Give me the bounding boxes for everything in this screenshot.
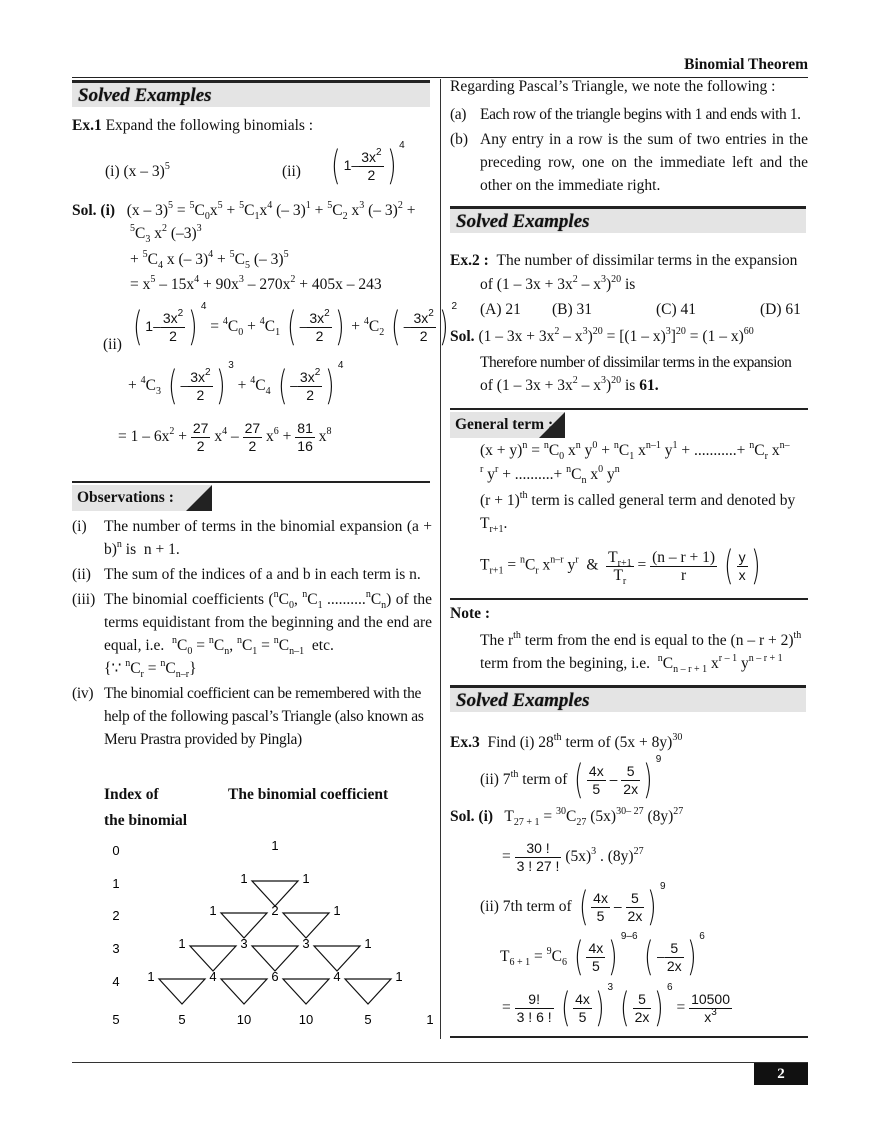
solved-examples-heading-1: Solved Examples (72, 80, 430, 107)
pascal-triangle-mark (283, 913, 329, 938)
ex3-part-ii: (ii) 7th term of ( $\frac{4x}{5}$ – $\frac{5}{2x}$ ) $^9$ (480, 754, 662, 804)
sol3-line-2: = $\frac{30 !}{3 ! 27 !}$ $(5x)^3$ . $(8y)^{27}$ (502, 840, 644, 874)
column-divider (440, 79, 441, 1039)
ex1-question: Ex.1 Expand the following binomials : (72, 117, 314, 134)
index-value: 2 (112, 908, 120, 923)
pascal-entry: 1 (302, 871, 310, 886)
index-value: 0 (112, 843, 120, 858)
ex1-part-ii: (ii) (282, 163, 301, 180)
pascal-triangle-mark (283, 979, 329, 1004)
index-value: 1 (112, 876, 120, 891)
observation-item: (iv) The binomial coefficient can be remembered with the help of the following pascal’s Triangle (also known as Meru Prastra provided by Pingla) (72, 685, 424, 748)
sol1-ii-line-3: = $1 - 6x^2$ + $\frac{27}{2}$ $x^4$ – $\frac{27}{2}$ $x^6$ + $\frac{81}{16}$ $x^8$ (118, 420, 332, 454)
sol3-line-1: Sol. (i) $T_{27 + 1} = ^{30}C_{27}$ $(5x)^{30- 27}$ $(8y)^{27}$ (450, 806, 684, 828)
ex2-expression: of $(1 - 3x + 3x^2 - x^3)^{20}$ is (480, 274, 636, 293)
pascal-entry: 6 (271, 969, 279, 984)
sol1-ii-line-1: (ii) ( 1– $\frac{3x^2}{2}$ ) $^4 = ^4C_0 + ^4C_1$ ( – $\frac{3x^2}{2}$ ) + $^4C_2$ ( – $\frac{3x^2}{2}$ ) $^2$ (103, 301, 457, 353)
pascal-entry: 1 (395, 969, 403, 984)
pascal-triangle-mark (252, 946, 298, 971)
observation-item: (i) The number of terms in the binomial expansion $(a + b)^n$ is n + 1. (72, 518, 432, 558)
pascal-entry: 2 (271, 903, 279, 918)
pascal-entry: 1 (178, 936, 186, 951)
sol3-ii-line-1: (ii) 7th term of ( $\frac{4x}{5}$ – $\frac{5}{2x}$ ) $^9$ (480, 881, 666, 931)
sol1-line-3: + $^5C_4$ x (– $3)^4 + ^5C_5$ (– 3)$^5$ (130, 249, 289, 271)
note-item: (b) Any entry in a row is the sum of two entries in the preceding row, one on the immediate left and the other on the immediate right. (450, 131, 808, 194)
pascal-triangle-mark (190, 946, 236, 971)
pascal-entry: 10 (298, 1012, 314, 1027)
pascal-entry: 3 (240, 936, 248, 951)
sol3-ii-line-3: = $\frac{9!}{3 ! 6 !}$ ( $\frac{4x}{5}$ ) $^3$ ( $\frac{5}{2x}$ ) $^6$ = $\frac{10500}{x^3}$ (502, 982, 730, 1032)
index-heading-2: the binomial (104, 812, 188, 829)
option-a: (A) 21 (480, 301, 521, 318)
sol1-line-4: = $x^5 - 15x^4 + 90x^3 - 270x^2 + 405x - 243$ (130, 274, 382, 293)
general-formula: $T_{r+1} = ^nC_r$ $x^{n-r}$ $y^r$ & $\frac{T_{r+1}}{T_r}$ = $\frac{(n - r + 1)}{r}$ ( $\frac{y}{x}$ ) (480, 543, 761, 589)
ex3-question: Ex.3 Find (i) 28th term of $(5x + 8y)^{30}$ (450, 732, 683, 751)
observations-list (72, 515, 432, 751)
pascal-entry: 10 (236, 1012, 252, 1027)
observations-rule (72, 481, 430, 483)
pascal-entry: 1 (240, 871, 248, 886)
pascal-entry: 1 (364, 936, 372, 951)
note-line-2: term from the begining, i.e. $^nC_{n - r + 1}$ $x^{r - 1}$ $y^{n - r + 1}$ (480, 653, 783, 675)
ex2-question: Ex.2 : The number of dissimilar terms in the expansion (450, 252, 798, 269)
option-b: (B) 31 (552, 301, 593, 318)
pascal-triangle-mark (314, 946, 360, 971)
right-bottom-rule (450, 1036, 808, 1038)
option-d: (D) 61 (760, 301, 801, 318)
sol2-line-1: Sol. $(1 - 3x + 3x^2 - x^3)^{20} = [(1 - x)^3]^{20} = (1 - x)^{60}$ (450, 326, 754, 345)
sol1-line-2: $^5C_3$ $x^2$ $(-3)^3$ (130, 223, 202, 245)
page-number: 2 (754, 1063, 808, 1085)
pascal-triangle (72, 835, 440, 1035)
index-value: 4 (112, 974, 120, 989)
ex1-part-i: (i) (x – 3)$^5$ (105, 161, 170, 180)
sol1-ii-line-2: + $^4C_3$ ( – $\frac{3x^2}{2}$ ) $^3 + ^4C_4$ ( – $\frac{3x^2}{2}$ ) $^4$ (128, 360, 344, 410)
option-c: (C) 41 (656, 301, 697, 318)
index-heading-1: Index of (104, 786, 159, 803)
pascal-entry: 1 (271, 838, 279, 853)
sol2-line-3: of $(1 - 3x + 3x^2 - x^3)^{20}$ is 61. (480, 375, 659, 394)
general-term-heading: General term : (450, 412, 565, 438)
observations-heading: Observations : (72, 485, 212, 511)
pascal-entry: 1 (426, 1012, 434, 1027)
note-item: (a) Each row of the triangle begins with 1 and ends with 1. (450, 106, 801, 123)
pascal-notes-list (450, 103, 808, 197)
pascal-entry: 5 (178, 1012, 186, 1027)
observation-item: (ii) The sum of the indices of a and b in each term is n. (72, 566, 421, 583)
general-rule (450, 408, 808, 410)
pascal-triangle-mark (345, 979, 391, 1004)
pascal-triangle-mark (221, 913, 267, 938)
index-value: 3 (112, 941, 120, 956)
pascal-triangle-mark (159, 979, 205, 1004)
footer-rule (72, 1062, 808, 1063)
note-rule (450, 598, 808, 600)
pascal-entry: 5 (364, 1012, 372, 1027)
pascal-entry: 1 (333, 903, 341, 918)
pascal-entry: 4 (209, 969, 217, 984)
general-expansion-1: $(x + y)^n = ^nC_0$ $x^n$ $y^0 + ^nC_1$ $x^{n-1}$ $y^1$ + ...........+ $^nC_r$ $x^{n-}$ (480, 440, 790, 462)
index-value: 5 (112, 1012, 120, 1027)
pascal-entry: 4 (333, 969, 341, 984)
ex1-ii-expression: ( 1– $\frac{3x^2}{2}$ ) $^4$ (331, 140, 405, 190)
general-tr: $T_{r+1}$. (480, 515, 508, 535)
observation-item: (iii) The binomial coefficients ($^nC_0$, $^nC_1$ $..........^nC_n$) of the terms equidistant from the beginning and the end are equal, i.e. $^nC_0 = ^nC_n$, $^nC_1 = ^nC_{n-1}$ etc. {∵ $^nC_r = ^nC_{n-r}$} (72, 589, 433, 680)
note-line-1: The $r^{th}$ term from the end is equal to the $(n - r + 2)^{th}$ (480, 630, 802, 649)
general-expansion-2: $^r$ $y^r$ + ..........+ $^nC_n$ $x^0$ $y^n$ (480, 464, 620, 486)
header-title: Binomial Theorem (684, 56, 808, 73)
sol2-line-2: Therefore number of dissimilar terms in the expansion (480, 354, 792, 371)
pascal-entry: 1 (209, 903, 217, 918)
general-desc: $(r + 1)^{th}$ term is called general term and denoted by (480, 490, 796, 509)
coefficient-heading: The binomial coefficient (228, 786, 389, 803)
pascal-triangle-mark (221, 979, 267, 1004)
pascal-entry: 3 (302, 936, 310, 951)
pascal-entry: 1 (147, 969, 155, 984)
solved-examples-heading-3: Solved Examples (450, 685, 806, 712)
sol3-ii-line-2: $T_{6 + 1} = ^9C_6$ ( $\frac{4x}{5}$ ) $^{9-6}$ ( – $\frac{5}{2x}$ ) $^6$ (500, 931, 705, 981)
sol1-line-1: Sol. (i) $(x - 3)^5 = ^5C_0x^5 + ^5C_1x^4$ (– $3)^1 + ^5C_2$ $x^3$ (– 3)$^2$ + (72, 200, 416, 222)
pascal-note: Regarding Pascal’s Triangle, we note the following : (450, 78, 776, 95)
solved-examples-heading-2: Solved Examples (450, 206, 806, 233)
note-heading: Note : (450, 605, 491, 622)
